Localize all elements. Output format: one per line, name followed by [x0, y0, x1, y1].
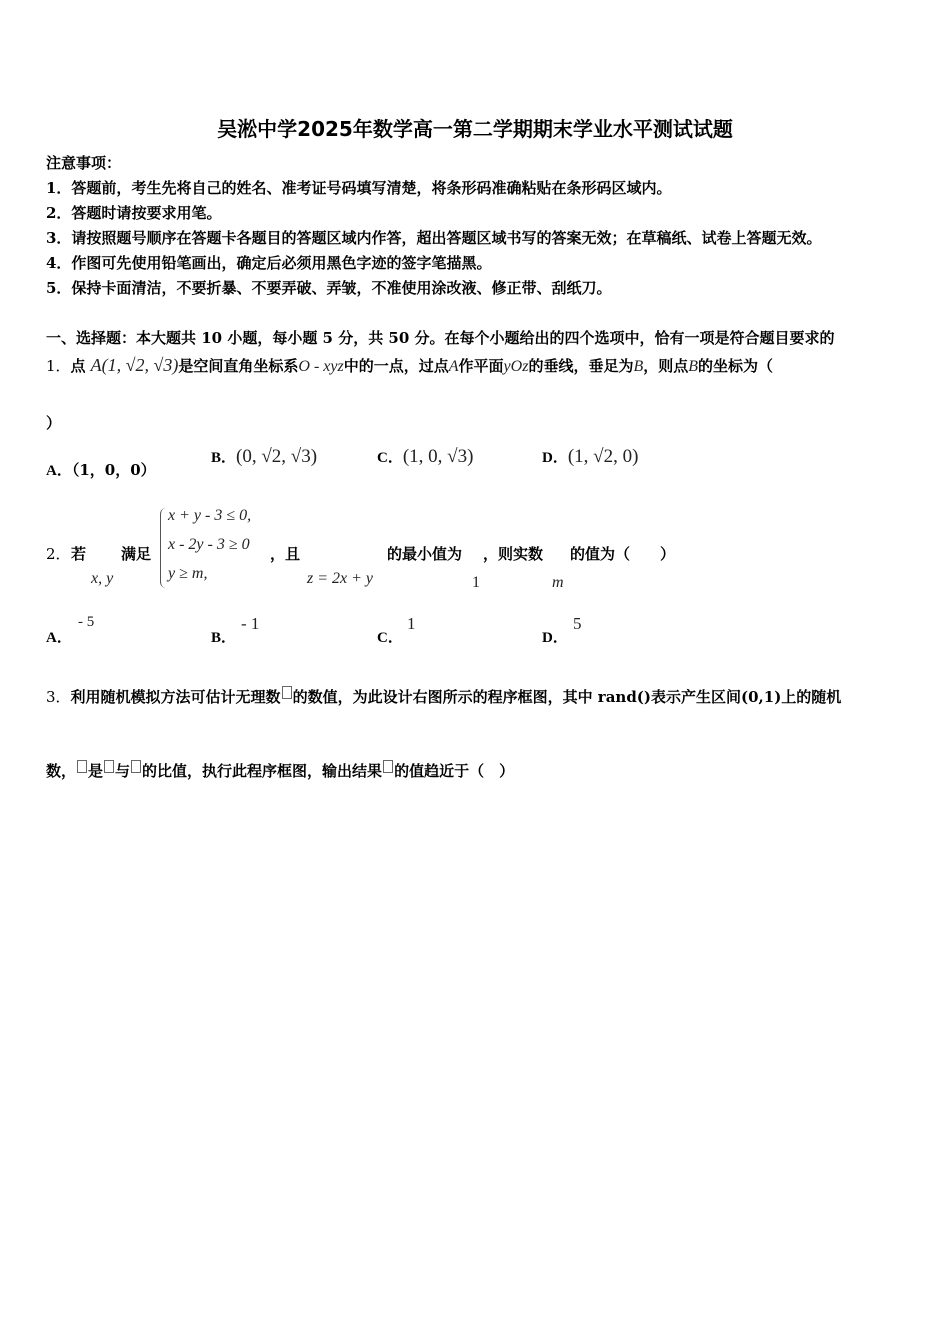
q1-point-a: A(1, √2, √3): [90, 355, 179, 375]
q2-option-c-label: C．: [377, 630, 403, 646]
q2-option-c-value: 1: [407, 614, 416, 633]
q2-constraint: x - 2y - 3 ≥ 0: [168, 536, 250, 553]
question-3-line-1: [46, 686, 841, 707]
q2-text: 满足: [121, 545, 152, 563]
q1-close-paren: ）: [46, 414, 62, 432]
option-label: D．: [542, 450, 568, 466]
notice-item: 3．请按照题号顺序在答题卡各题目的答题区域内作答，超出答题区域书写的答案无效；在草稿纸、试卷上答题无效。: [46, 229, 822, 247]
missing-glyph-icon: [77, 760, 87, 773]
q2-objective: z = 2x + y: [307, 570, 374, 587]
notice-item: 1．答题前，考生先将自己的姓名、准考证号码填写清楚，将条形码准确粘贴在条形码区域内。: [46, 179, 672, 197]
q1-plane: yOz: [503, 358, 529, 375]
missing-glyph-icon: [131, 760, 141, 773]
q2-vars: x, y: [91, 570, 114, 587]
option-label: C．: [377, 450, 403, 466]
q1-text: 中的一点，过点: [343, 357, 449, 375]
q1-text: 的垂线，垂足为: [528, 357, 634, 375]
q2-option-b-label: B．: [211, 630, 237, 646]
q2-text: ，且: [270, 545, 301, 563]
missing-glyph-icon: [282, 686, 292, 699]
notice-item: 4．作图可先使用铅笔画出，确定后必须用黑色字迹的签字笔描黑。: [46, 254, 492, 272]
q1-option-a: [46, 459, 156, 480]
option-value: (1, √2, 0): [567, 446, 639, 467]
q2-var-m: m: [552, 574, 564, 591]
q2-min-value: 1: [472, 574, 480, 591]
missing-glyph-icon: [104, 760, 114, 773]
q2-option-a-label: A．: [46, 630, 72, 646]
q3-text: 利用随机模拟方法可估计无理数: [70, 688, 281, 706]
q3-text: 是: [88, 762, 104, 780]
q3-text: 的数值，为此设计右图所示的程序框图，其中 rand()表示产生区间(0,1)上的随机: [292, 688, 842, 706]
q1-text: 的坐标为（: [698, 357, 774, 375]
q3-text: 的值趋近于（ ）: [394, 762, 515, 780]
q3-text: 的比值，执行此程序框图，输出结果: [142, 762, 383, 780]
question-1: [46, 355, 773, 376]
option-value: (1, 0, √3): [402, 446, 474, 467]
q2-text: 若: [71, 545, 87, 563]
question-number: 2．: [46, 545, 71, 563]
missing-glyph-icon: [383, 760, 393, 773]
option-value: （1，0，0）: [71, 461, 156, 479]
notice-item: 2．答题时请按要求用笔。: [46, 204, 222, 222]
q1-option-b: [211, 446, 317, 468]
q1-text: 作平面: [458, 357, 504, 375]
question-3-line-2: [46, 760, 514, 781]
q1-system: O - xyz: [298, 358, 344, 375]
q2-text: 的值为（ ）: [570, 545, 676, 563]
q1-option-c: [377, 446, 473, 468]
q2-text: 的最小值为: [387, 545, 463, 563]
q3-text: 数，: [46, 762, 77, 780]
q1-var-b: B: [633, 358, 644, 375]
q2-option-d-value: 5: [573, 614, 582, 633]
section-heading: 一、选择题：本大题共 10 小题，每小题 5 分，共 50 分。在每个小题给出的四个选项中，恰有一项是符合题目要求的: [46, 329, 835, 347]
q1-var-a: A: [448, 358, 459, 375]
q1-text: ，则点: [643, 357, 689, 375]
notice-item: 5．保持卡面清洁，不要折暴、不要弄破、弄皱，不准使用涂改液、修正带、刮纸刀。: [46, 279, 612, 297]
page-title: 吴淞中学2025年数学高一第二学期期末学业水平测试试题: [217, 117, 733, 141]
q2-constraint: y ≥ m,: [168, 565, 208, 582]
option-label: A．: [46, 463, 72, 479]
q2-option-d-label: D．: [542, 630, 568, 646]
q1-text: 是空间直角坐标系: [178, 357, 299, 375]
option-label: B．: [211, 450, 237, 466]
q2-system-brace: [160, 508, 167, 588]
q1-text: 点: [70, 357, 86, 375]
q1-option-d: [542, 446, 638, 468]
notice-heading: 注意事项：: [46, 154, 122, 172]
option-value: (0, √2, √3): [236, 446, 318, 467]
q1-var-b: B: [688, 358, 699, 375]
q2-option-b-value: - 1: [241, 614, 260, 633]
q3-text: 与: [115, 762, 131, 780]
question-number: 3．: [46, 688, 71, 706]
q2-constraint: x + y - 3 ≤ 0,: [168, 507, 252, 524]
question-number: 1．: [46, 357, 71, 375]
q2-text: ，则实数: [483, 545, 544, 563]
q2-option-a-value: - 5: [78, 614, 95, 630]
